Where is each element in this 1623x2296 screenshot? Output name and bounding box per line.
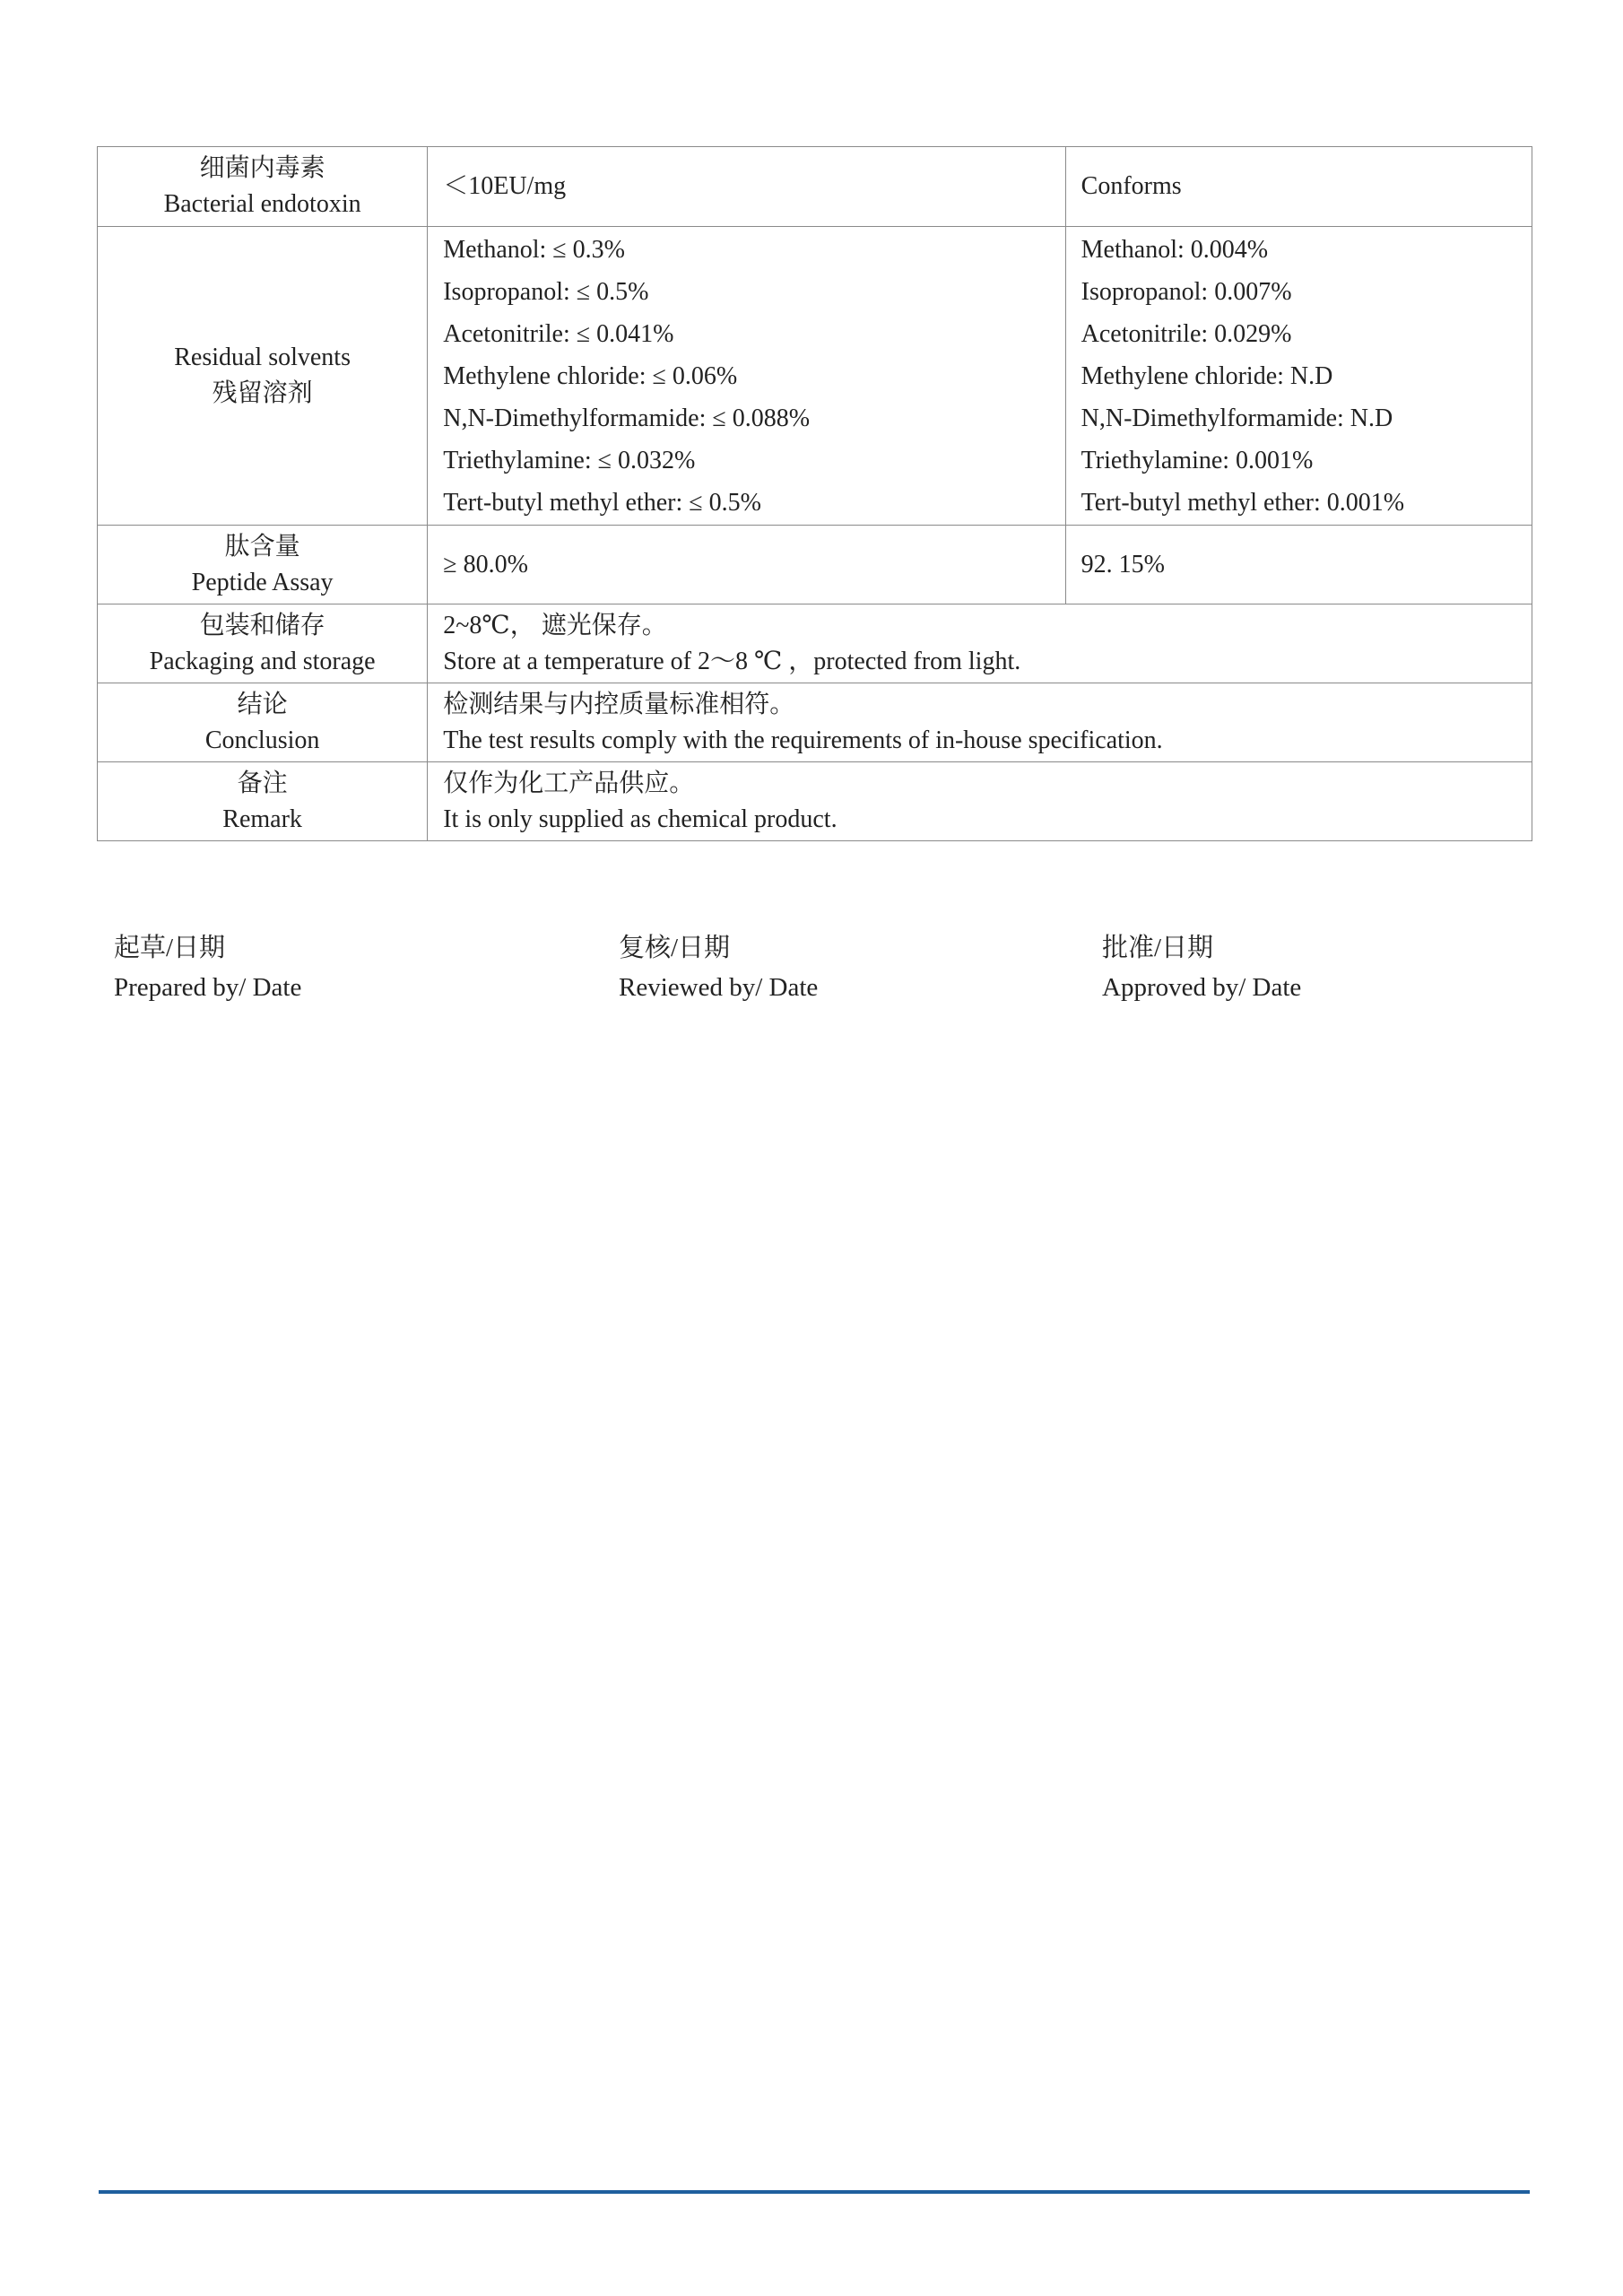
- spec-triethylamine: Triethylamine: ≤ 0.032%: [443, 446, 696, 474]
- approved-label-cn: 批准/日期: [1102, 934, 1214, 962]
- table-row-bacterial-endotoxin: [98, 147, 1532, 227]
- test-item-en: Residual solvents: [174, 344, 351, 371]
- test-item-cn: 包装和储存: [199, 611, 325, 639]
- coa-results-table: [97, 146, 1532, 841]
- result-cell: [1065, 526, 1532, 604]
- spec-methanol: Methanol: ≤ 0.3%: [443, 235, 625, 264]
- test-item-cn: 肽含量: [224, 532, 300, 561]
- test-item-cell: [98, 762, 428, 841]
- test-item-cell: [98, 683, 428, 762]
- test-item-en: Conclusion: [204, 726, 320, 754]
- test-item-en: Remark: [222, 804, 302, 833]
- test-item-cell: [98, 526, 428, 604]
- spec-methylene-chloride: Methylene chloride: ≤ 0.06%: [443, 361, 738, 390]
- merged-value-cell: [428, 604, 1532, 683]
- spec-dmf: N,N-Dimethylformamide: ≤ 0.088%: [443, 404, 811, 432]
- spec-cell: [428, 147, 1065, 227]
- conclusion-en: The test results comply with the requirements of in-house specification.: [443, 726, 1163, 754]
- spec-value: ≥ 80.0%: [443, 550, 528, 578]
- result-dmf: N,N-Dimethylformamide: N.D: [1081, 404, 1393, 432]
- spec-isopropanol: Isopropanol: ≤ 0.5%: [443, 277, 649, 306]
- reviewed-label-cn: 复核/日期: [619, 934, 731, 962]
- spec-value: ＜10EU/mg: [443, 172, 567, 200]
- spec-acetonitrile: Acetonitrile: ≤ 0.041%: [443, 319, 674, 348]
- test-item-en: Bacterial endotoxin: [163, 190, 361, 218]
- storage-cn: 2~8℃， 遮光保存。: [443, 611, 667, 639]
- test-item-cn: 细菌内毒素: [199, 154, 325, 182]
- table-row-residual-solvents: [98, 227, 1532, 526]
- storage-en: Store at a temperature of 2～8 ℃ ，protected from light.: [443, 647, 1021, 675]
- test-item-cn: 备注: [237, 769, 288, 797]
- result-mtbe: Tert-butyl methyl ether: 0.001%: [1081, 488, 1405, 517]
- result-methylene-chloride: Methylene chloride: N.D: [1081, 361, 1333, 390]
- reviewed-label-en: Reviewed by/ Date: [619, 973, 819, 1002]
- table-row-peptide-assay: [98, 526, 1532, 604]
- test-item-cell: [98, 147, 428, 227]
- merged-value-cell: [428, 762, 1532, 841]
- remark-en: It is only supplied as chemical product.: [443, 804, 838, 833]
- result-value: Conforms: [1081, 172, 1182, 200]
- result-triethylamine: Triethylamine: 0.001%: [1081, 446, 1314, 474]
- test-item-cell: [98, 604, 428, 683]
- signature-prepared: [114, 928, 301, 1007]
- prepared-label-cn: 起草/日期: [114, 934, 226, 962]
- table-row-remark: [98, 762, 1532, 841]
- spec-mtbe: Tert-butyl methyl ether: ≤ 0.5%: [443, 488, 761, 517]
- test-item-cn: 结论: [237, 690, 288, 718]
- merged-value-cell: [428, 683, 1532, 762]
- test-item-cn: 残留溶剂: [212, 379, 313, 407]
- remark-cn: 仅作为化工产品供应。: [443, 769, 695, 797]
- spec-cell: [428, 227, 1065, 526]
- result-methanol: Methanol: 0.004%: [1081, 235, 1269, 264]
- test-item-en: Packaging and storage: [149, 647, 376, 675]
- result-acetonitrile: Acetonitrile: 0.029%: [1081, 319, 1292, 348]
- result-value: 92. 15%: [1081, 550, 1165, 578]
- approved-label-en: Approved by/ Date: [1102, 973, 1302, 1002]
- footer-rule: [99, 2190, 1530, 2194]
- test-item-en: Peptide Assay: [191, 568, 334, 596]
- prepared-label-en: Prepared by/ Date: [114, 973, 302, 1002]
- result-isopropanol: Isopropanol: 0.007%: [1081, 277, 1292, 306]
- result-cell: [1065, 147, 1532, 227]
- conclusion-cn: 检测结果与内控质量标准相符。: [443, 690, 795, 718]
- table-row-packaging-storage: [98, 604, 1532, 683]
- signature-reviewed: [619, 928, 818, 1007]
- signature-approved: [1102, 928, 1301, 1007]
- test-item-cell: [98, 227, 428, 526]
- table-row-conclusion: [98, 683, 1532, 762]
- result-cell: [1065, 227, 1532, 526]
- spec-cell: [428, 526, 1065, 604]
